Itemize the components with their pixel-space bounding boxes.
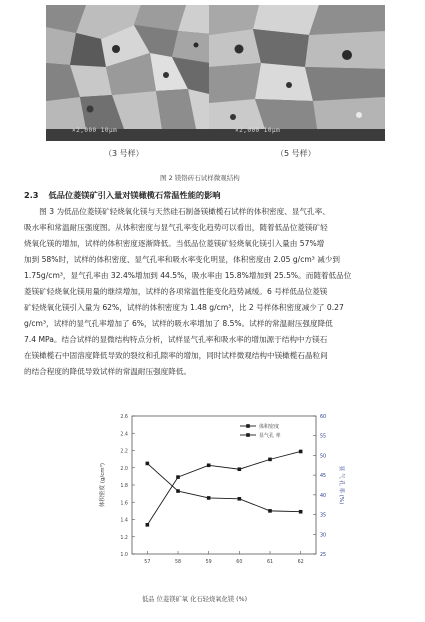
y-left-tick-label: 2.6 [120, 415, 128, 420]
series-line-1 [147, 463, 300, 511]
paragraph-line: 图 3 为低品位菱镁矿轻烧氧化镁与天然硅石制备镁橄榄石试样的体积密度、显气孔率、 [24, 207, 330, 216]
sample-3-caption: （3 号样） [104, 149, 144, 158]
paragraph-line: 矿轻烧氧化镁引入量为 62%，试样的体积密度为 1.48 g/cm³，比 2 号样体积密度减少了 0.27 [24, 303, 344, 312]
x-tick-label: 62 [297, 560, 304, 565]
legend-label-2: 显气孔 率 [259, 433, 281, 439]
y-left-tick-label: 1.0 [120, 553, 128, 558]
series-2-point [207, 463, 211, 467]
sem-image-sample-5 [209, 5, 385, 141]
y-right-tick-label: 60 [320, 415, 327, 420]
sem-left-graphic [46, 5, 222, 141]
paragraph-line: 加到 58%时，试样的体积密度、显气孔率和吸水率变化明显，体积密度由 2.05 g/cm³ 减少到 [24, 255, 341, 264]
section-title: 低品位菱镁矿引入量对镁橄榄石常温性能的影响 [48, 190, 221, 200]
sample-5-caption: （5 号样） [276, 149, 316, 158]
series-2-point [299, 450, 303, 454]
series-1-point [176, 489, 180, 493]
y-left-tick-label: 2.0 [120, 466, 128, 472]
legend-label-1: 体积密度 [259, 424, 280, 430]
y-left-axis-label: 体积密度 (g/cm³) [100, 463, 106, 507]
y-right-tick-label: 50 [320, 454, 327, 460]
y-right-tick-label: 35 [320, 513, 327, 519]
sem-left-scalebar: ×2,000 10μm [72, 127, 118, 134]
series-2-point [238, 467, 242, 471]
y-left-tick-label: 1.8 [120, 484, 128, 489]
y-right-tick-label: 25 [320, 553, 327, 558]
series-2-point [146, 523, 150, 527]
y-left-tick-label: 1.2 [120, 535, 128, 541]
series-2-point [268, 458, 272, 462]
series-1-point [146, 462, 150, 466]
chart-svg [90, 404, 350, 590]
plot-frame [132, 416, 316, 554]
paragraph-line: 菱镁矿轻烧氧化镁用量的继续增加，试样的各项常温性能变化趋势减缓。6 号样低品位菱镁 [24, 287, 328, 296]
series-2-point [176, 475, 180, 479]
section-heading [24, 190, 220, 201]
paragraph-line: g/cm³，试样的显气孔率增加了 6%，试样的吸水率增加了 8.5%。试样的常温耐压强度降低 [24, 319, 333, 328]
paragraph-line: 烧氧化镁的增加，试样的体积密度逐渐降低。当低品位菱镁矿轻烧氧化镁引入量由 57%增 [24, 239, 325, 248]
x-tick-label: 57 [144, 560, 151, 565]
x-tick-label: 61 [266, 560, 274, 565]
chart-x-axis-label: 低品 位菱镁矿氧 化石轻烧氧化镁 (%) [142, 596, 248, 603]
series-1-point [207, 496, 211, 500]
y-right-tick-label: 30 [320, 533, 327, 539]
figure-3-chart [90, 404, 350, 590]
sem-image-sample-3 [46, 5, 222, 141]
y-right-tick-label: 55 [320, 434, 327, 440]
paragraph-line: 的结合程度的降低导致试样的常温耐压强度降低。 [24, 367, 192, 376]
y-left-tick-label: 1.6 [120, 501, 128, 507]
y-left-tick-label: 2.2 [120, 449, 128, 455]
y-right-tick-label: 40 [320, 493, 327, 499]
y-left-tick-label: 2.4 [120, 432, 128, 438]
y-right-axis-label: 显 气 孔 率 (%) [338, 465, 344, 505]
y-right-tick-label: 45 [320, 474, 327, 480]
paragraph-line: 1.75g/cm³，显气孔率由 32.4%增加到 44.5%，吸水率由 15.8%增加到 25.5%。而随着低品位 [24, 271, 352, 280]
legend-marker-2 [246, 433, 250, 437]
series-line-2 [147, 451, 300, 524]
series-1-point [268, 509, 272, 513]
paragraph-line: 7.4 MPa。结合试样的显微结构特点分析，试样显气孔率和吸水率的增加源于结构中方镁石 [24, 335, 328, 344]
y-left-tick-label: 1.4 [120, 518, 128, 524]
x-tick-label: 58 [174, 560, 182, 565]
section-number: 2.3 [24, 190, 39, 200]
sem-right-graphic [209, 5, 385, 141]
figure-2-caption: 图 2 镁铬砖石试样微观结构 [160, 174, 240, 182]
legend-marker-1 [246, 424, 250, 428]
series-1-point [238, 497, 242, 501]
x-tick-label: 59 [205, 560, 212, 565]
sem-right-scalebar: ×2,000 10μm [235, 127, 281, 134]
paragraph-line: 吸水率和常温耐压强度图。从体积密度与显气孔率变化趋势可以看出，随着低品位菱镁矿轻 [24, 223, 328, 232]
x-tick-label: 60 [236, 560, 243, 565]
paragraph-line: 在镁橄榄石中固溶度降低导致的裂纹和孔隙率的增加，同时试样微观结构中镁橄榄石晶粒间 [24, 351, 328, 360]
series-1-point [299, 510, 303, 514]
